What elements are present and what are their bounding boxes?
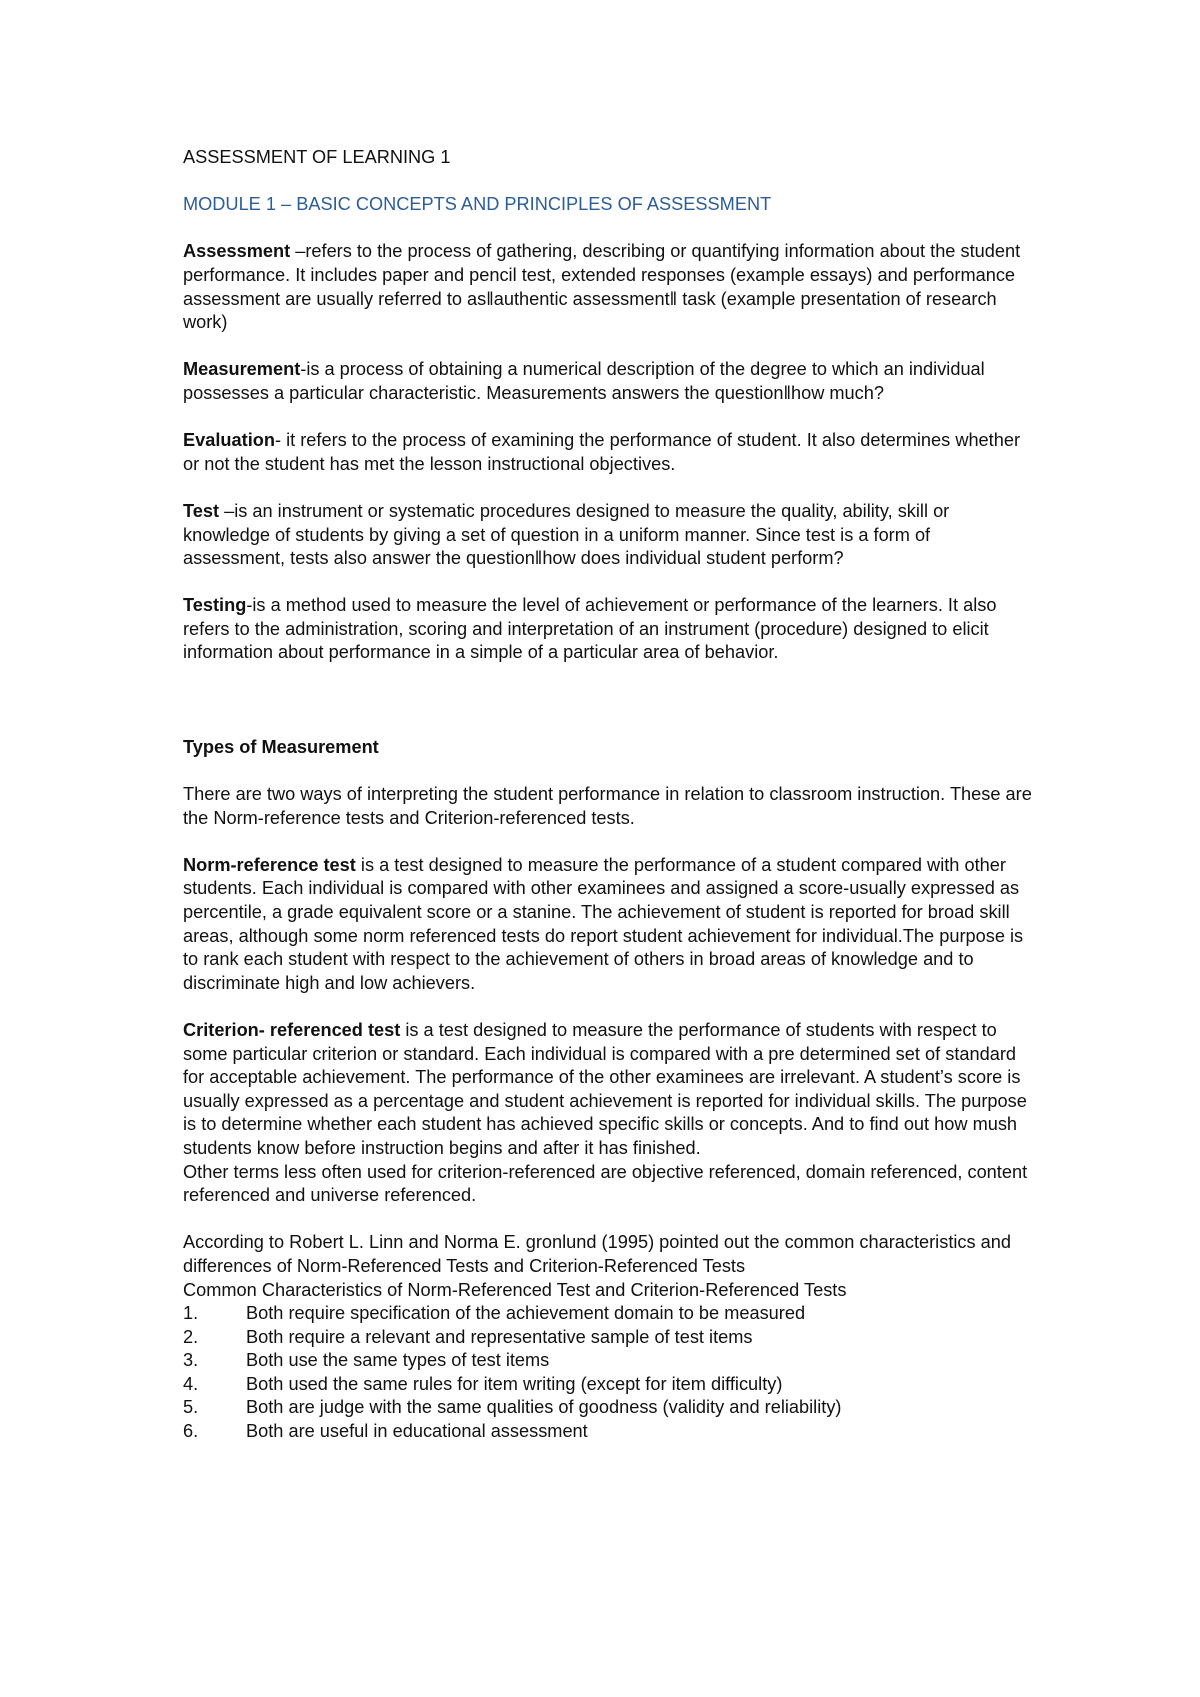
criterion-referenced-term: Criterion- referenced test [183, 1019, 401, 1040]
definition-measurement [183, 358, 1033, 405]
norm-reference-text: is a test designed to measure the performance of a student compared with other students. Each individual is compared with other examinees and assigned a score-usually expressed as percentile, a grade equivalent score or a stanine. The achievement of student is reported for broad skill areas, although some norm referenced tests do report student achievement for individual.The purpose is to rank each student with respect to the achievement of others in broad areas of knowledge and to discriminate high and low achievers. [183, 854, 1024, 993]
definition-test [183, 500, 1033, 571]
list-item [183, 1396, 1033, 1420]
list-item-number: 6. [183, 1421, 199, 1442]
definition-term: Evaluation [183, 430, 275, 451]
criterion-referenced-text: is a test designed to measure the performance of students with respect to some particular criterion or standard. Each individual is compared with a pre determined set of standard for acceptable achievement. The performance of the other examinees are irrelevant. A student’s score is usually expressed as a percentage and student achievement is reported for individual skills. The purpose is to determine whether each student has achieved specific skills or concepts. And to find out how mush students know before instruction begins and after it has finished. [183, 1019, 1027, 1158]
list-item [183, 1420, 1033, 1444]
definition-text: –is an instrument or systematic procedures designed to measure the quality, ability, skill or knowledge of students by giving a set of question in a uniform manner. Since test is a form of assessment, tests also answer the question‖how does individual student perform? [183, 500, 950, 569]
list-item-text: Both require specification of the achievement domain to be measured [246, 1303, 806, 1324]
definition-assessment [183, 240, 1033, 334]
list-item-text: Both used the same rules for item writing (except for item difficulty) [246, 1373, 783, 1394]
types-heading: Types of Measurement [183, 736, 379, 757]
common-characteristics-list [183, 1302, 1033, 1444]
document-title: ASSESSMENT OF LEARNING 1 [183, 147, 451, 167]
other-terms-paragraph: Other terms less often used for criterion-referenced are objective referenced, domain referenced, content referenced and universe referenced. [183, 1161, 1028, 1206]
list-item [183, 1349, 1033, 1373]
list-item-number: 3. [183, 1350, 199, 1371]
list-item [183, 1373, 1033, 1397]
list-item-text: Both are judge with the same qualities of goodness (validity and reliability) [246, 1397, 842, 1418]
list-item-text: Both use the same types of test items [246, 1350, 550, 1371]
according-paragraph: According to Robert L. Linn and Norma E. gronlund (1995) pointed out the common characteristics and differences of Norm-Referenced Tests and Criterion-Referenced Tests [183, 1232, 1011, 1276]
definition-text: -is a process of obtaining a numerical description of the degree to which an individual possesses a particular characteristic. Measurements answers the question‖how much? [183, 359, 985, 403]
definition-term: Assessment [183, 241, 291, 262]
norm-reference-paragraph [183, 854, 1033, 996]
list-item-number: 4. [183, 1373, 199, 1394]
definition-term: Testing [183, 595, 247, 616]
definition-text: –refers to the process of gathering, describing or quantifying information about the student performance. It includes paper and pencil test, extended responses (example essays) and performance assessment are usually referred to as‖authentic assessment‖ task (example presentation of research work) [183, 241, 1021, 333]
types-intro: There are two ways of interpreting the student performance in relation to classroom instruction. These are the Norm-reference tests and Criterion-referenced tests. [183, 784, 1032, 828]
definition-evaluation [183, 429, 1033, 476]
criterion-referenced-paragraph [183, 1019, 1033, 1161]
list-item [183, 1302, 1033, 1326]
list-item-number: 2. [183, 1326, 199, 1347]
module-title: MODULE 1 – BASIC CONCEPTS AND PRINCIPLES OF ASSESSMENT [183, 194, 772, 215]
norm-reference-term: Norm-reference test [183, 854, 356, 875]
list-item-text: Both are useful in educational assessment [246, 1421, 588, 1442]
list-item-number: 1. [183, 1303, 199, 1324]
document-body [183, 146, 1033, 1444]
definition-text: -is a method used to measure the level of achievement or performance of the learners. It also refers to the administration, scoring and interpretation of an instrument (procedure) designed to elicit information about performance in a simple of a particular area of behavior. [183, 595, 997, 663]
definition-testing [183, 594, 1033, 665]
common-characteristics-heading: Common Characteristics of Norm-Referenced Test and Criterion-Referenced Tests [183, 1279, 847, 1300]
list-item-text: Both require a relevant and representative sample of test items [246, 1326, 753, 1347]
definition-term: Test [183, 500, 220, 521]
definition-text: - it refers to the process of examining the performance of student. It also determines whether or not the student has met the lesson instructional objectives. [183, 430, 1021, 474]
list-item-number: 5. [183, 1397, 199, 1418]
list-item [183, 1326, 1033, 1350]
definition-term: Measurement [183, 359, 301, 380]
